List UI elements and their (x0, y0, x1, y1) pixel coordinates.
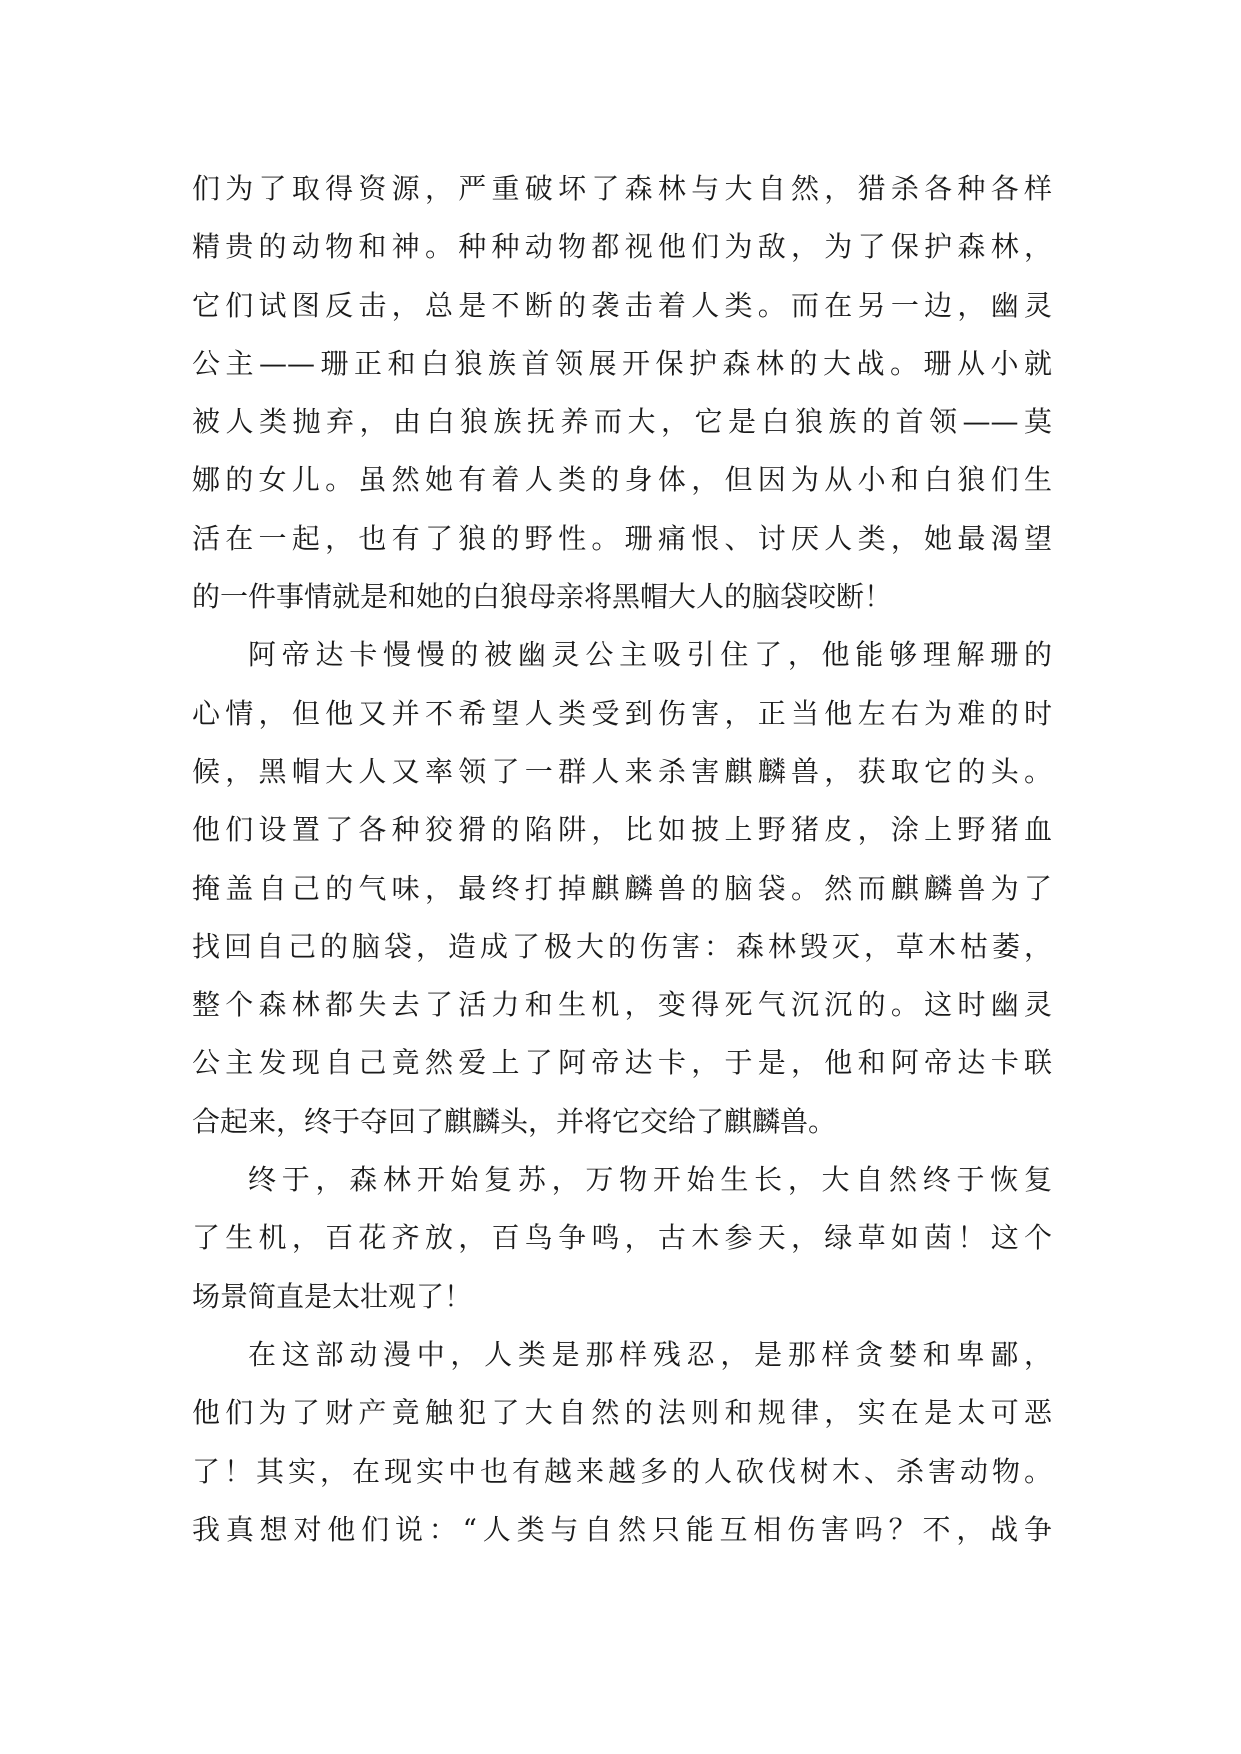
text-line: 了！其实，在现实中也有越来越多的人砍伐树木、杀害动物。 (192, 1454, 1052, 1488)
text-line: 娜的女儿。虽然她有着人类的身体，但因为从小和白狼们生 (192, 463, 1052, 497)
text-line: 我真想对他们说：“人类与自然只能互相伤害吗？不，战争 (192, 1512, 1052, 1546)
text-line: 阿帝达卡慢慢的被幽灵公主吸引住了，他能够理解珊的 (248, 638, 1052, 672)
text-line: 心情，但他又并不希望人类受到伤害，正当他左右为难的时 (192, 696, 1052, 730)
text-line: 候，黑帽大人又率领了一群人来杀害麒麟兽，获取它的头。 (192, 754, 1052, 788)
text-line: 的一件事情就是和她的白狼母亲将黑帽大人的脑袋咬断！ (192, 580, 893, 614)
text-line: 他们设置了各种狡猾的陷阱，比如披上野猪皮，涂上野猪血 (192, 813, 1052, 847)
text-line: 们为了取得资源，严重破坏了森林与大自然，猎杀各种各样 (192, 172, 1052, 205)
text-line: 被人类抛弃，由白狼族抚养而大，它是白狼族的首领——莫 (192, 405, 1052, 439)
text-line: 终于，森林开始复苏，万物开始生长，大自然终于恢复 (248, 1163, 1052, 1197)
text-line: 在这部动漫中，人类是那样残忍，是那样贪婪和卑鄙， (248, 1337, 1052, 1371)
document-body (192, 160, 1052, 1559)
text-line: 场景简直是太壮观了！ (192, 1279, 473, 1313)
text-line: 合起来，终于夺回了麒麟头，并将它交给了麒麟兽。 (192, 1104, 837, 1138)
text-line: 他们为了财产竟触犯了大自然的法则和规律，实在是太可恶 (192, 1396, 1052, 1430)
text-line: 公主发现自己竟然爱上了阿帝达卡，于是，他和阿帝达卡联 (192, 1046, 1052, 1080)
text-line: 活在一起，也有了狼的野性。珊痛恨、讨厌人类，她最渴望 (192, 521, 1052, 555)
text-line: 它们试图反击，总是不断的袭击着人类。而在另一边，幽灵 (192, 288, 1052, 322)
text-line: 掩盖自己的气味，最终打掉麒麟兽的脑袋。然而麒麟兽为了 (192, 871, 1052, 905)
text-line: 了生机，百花齐放，百鸟争鸣，古木参天，绿草如茵！这个 (192, 1221, 1052, 1255)
text-line: 找回自己的脑袋，造成了极大的伤害：森林毁灭，草木枯萎， (192, 929, 1052, 963)
text-line: 公主——珊正和白狼族首领展开保护森林的大战。珊从小就 (192, 346, 1052, 380)
text-line: 精贵的动物和神。种种动物都视他们为敌，为了保护森林， (192, 230, 1052, 264)
text-line: 整个森林都失去了活力和生机，变得死气沉沉的。这时幽灵 (192, 988, 1052, 1022)
